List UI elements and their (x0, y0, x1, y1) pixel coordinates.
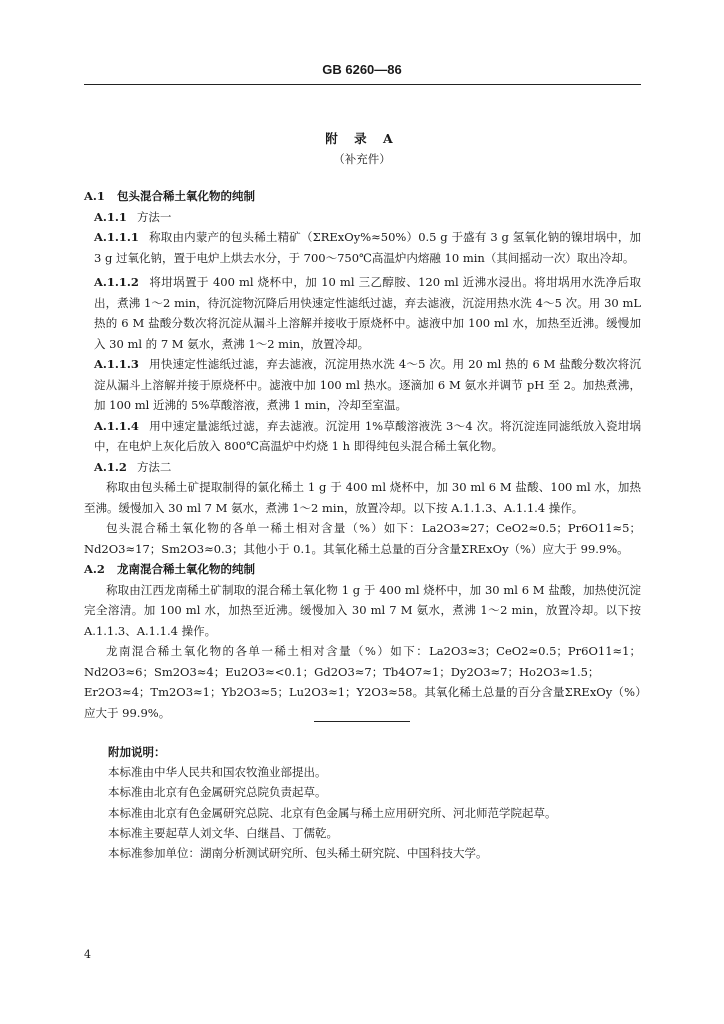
section-a2-heading (84, 559, 641, 580)
note-line: 本标准由中华人民共和国农牧渔业部提出。 (108, 765, 327, 780)
note-line: 本标准由北京有色金属研究总院、北京有色金属与稀土应用研究所、河北师范学院起草。 (108, 805, 557, 820)
longnan-method-text: 称取由江西龙南稀土矿制取的混合稀土氧化物 1 g 于 400 ml 烧杯中，加 30 ml 6 M 盐酸，加热使沉淀完全溶清。加 100 ml 水，加热至近沸。缓慢加入 30 ml 7 M 氨水，煮沸 1～2 min，放置冷却。以下按 A.1.1.3、A.1.1.4 操作。 (84, 582, 641, 638)
clause-text: 称取由内蒙产的包头稀土精矿（ΣRExOy%≈50%）0.5 g 于盛有 3 g 氢氧化钠的镍坩埚中，加 3 g 过氧化钠，置于电炉上烘去水分，于 700～750℃高温炉内熔融 10 min（其间摇动一次）取出冷却。 (94, 230, 641, 265)
standard-code-header: GB 6260—86 (322, 62, 402, 77)
clause-number: A.1.1.4 (94, 418, 139, 433)
page-number: 4 (84, 948, 91, 961)
note-line: 本标准参加单位：湖南分析测试研究所、包头稀土研究院、中国科技大学。 (108, 846, 488, 861)
appendix-title: 附 录 A (325, 131, 399, 146)
header-divider (84, 84, 641, 85)
section-a1-heading (84, 186, 641, 207)
clause-a114 (84, 416, 641, 457)
longnan-composition: 龙南混合稀土氧化物的各单一稀土相对含量（%）如下：La2O3≈3；CeO2≈0.5；Pr6O11≈1；Nd2O3≈6；Sm2O3≈4；Eu2O3≈<0.1；Gd2O3≈7；Tb4O7≈1；Dy2O3≈7；Ho2O3≈1.5；Er2O3≈4；Tm2O3≈1；Yb2O3≈5；Lu2O3≈1；Y2O3≈58。其氧化稀土总量的百分含量ΣRExOy（%）应大于 99.9%。 (84, 644, 641, 720)
section-a12-heading (84, 457, 641, 478)
end-divider (314, 721, 410, 722)
additional-notes (108, 742, 628, 863)
note-line: 本标准主要起草人刘文华、白继昌、丁儒乾。 (108, 825, 338, 840)
clause-a113 (84, 354, 641, 416)
clause-number: A.1.1.2 (94, 275, 139, 289)
clause-number: A.1.1.1 (94, 230, 139, 244)
clause-number: A.1.1.3 (94, 357, 139, 371)
appendix-subtitle: （补充件） (333, 152, 391, 166)
clause-text: 用中速定量滤纸过滤，弃去滤液。沉淀用 1%草酸溶液洗 3～4 次。将沉淀连同滤纸放入瓷坩埚中，在电炉上灰化后放入 800℃高温炉中灼烧 1 h 即得纯包头混合稀土氧化物。 (94, 418, 641, 453)
section-title: 包头混合稀土氧化物的纯制 (116, 189, 255, 203)
note-line: 本标准由北京有色金属研究总院负责起草。 (108, 785, 327, 800)
baotou-composition: 包头混合稀土氧化物的各单一稀土相对含量（%）如下：La2O3≈27；CeO2≈0.5；Pr6O11≈5；Nd2O3≈17；Sm2O3≈0.3；其他小于 0.1。其氧化稀土总量的百分含量ΣRExOy（%）应大于 99.9%。 (84, 521, 641, 556)
section-number: A.2 (84, 562, 105, 576)
clause-text: 将坩埚置于 400 ml 烧杯中，加 10 ml 三乙醇胺、120 ml 近沸水浸出。将坩埚用水洗净后取出，煮沸 1～2 min，待沉淀物沉降后用快速定性滤纸过滤，弃去滤液，沉淀用热水洗 4～5 次。用 30 mL 热的 6 M 盐酸分数次将沉淀从漏斗上溶解并接收于原烧杯中。滤液中加 100 ml 水，加热至近沸。缓慢加入 30 ml 的 7 M 氨水，煮沸 1～2 min，放置冷却。 (94, 275, 641, 351)
section-title: 方法二 (136, 459, 172, 474)
clause-a112 (84, 272, 641, 354)
clause-text: 用快速定性滤纸过滤，弃去滤液，沉淀用热水洗 4～5 次。用 20 ml 热的 6 M 盐酸分数次将沉淀从漏斗上溶解并接于原烧杯中。滤液中加 100 ml 热水。逐滴加 6 M 氨水并调节 pH 至 2。加热煮沸，加 100 ml 近沸的 5%草酸溶液，煮沸 1 min，冷却至室温。 (94, 357, 641, 412)
section-number: A.1.1 (94, 209, 127, 224)
section-number: A.1 (84, 189, 105, 203)
section-number: A.1.2 (94, 459, 127, 474)
clause-a111 (84, 227, 641, 268)
document-body (84, 186, 641, 723)
method-two-text: 称取由包头稀土矿提取制得的氯化稀土 1 g 于 400 ml 烧杯中，加 30 ml 6 M 盐酸、100 ml 水，加热至沸。缓慢加入 30 ml 7 M 氨水，煮沸 1～2 min，放置冷却。以下按 A.1.1.3、A.1.1.4 操作。 (84, 480, 641, 515)
notes-title: 附加说明： (108, 745, 166, 759)
section-title: 方法一 (136, 209, 172, 224)
section-a11-heading (84, 207, 641, 228)
section-title: 龙南混合稀土氧化物的纯制 (116, 562, 255, 576)
